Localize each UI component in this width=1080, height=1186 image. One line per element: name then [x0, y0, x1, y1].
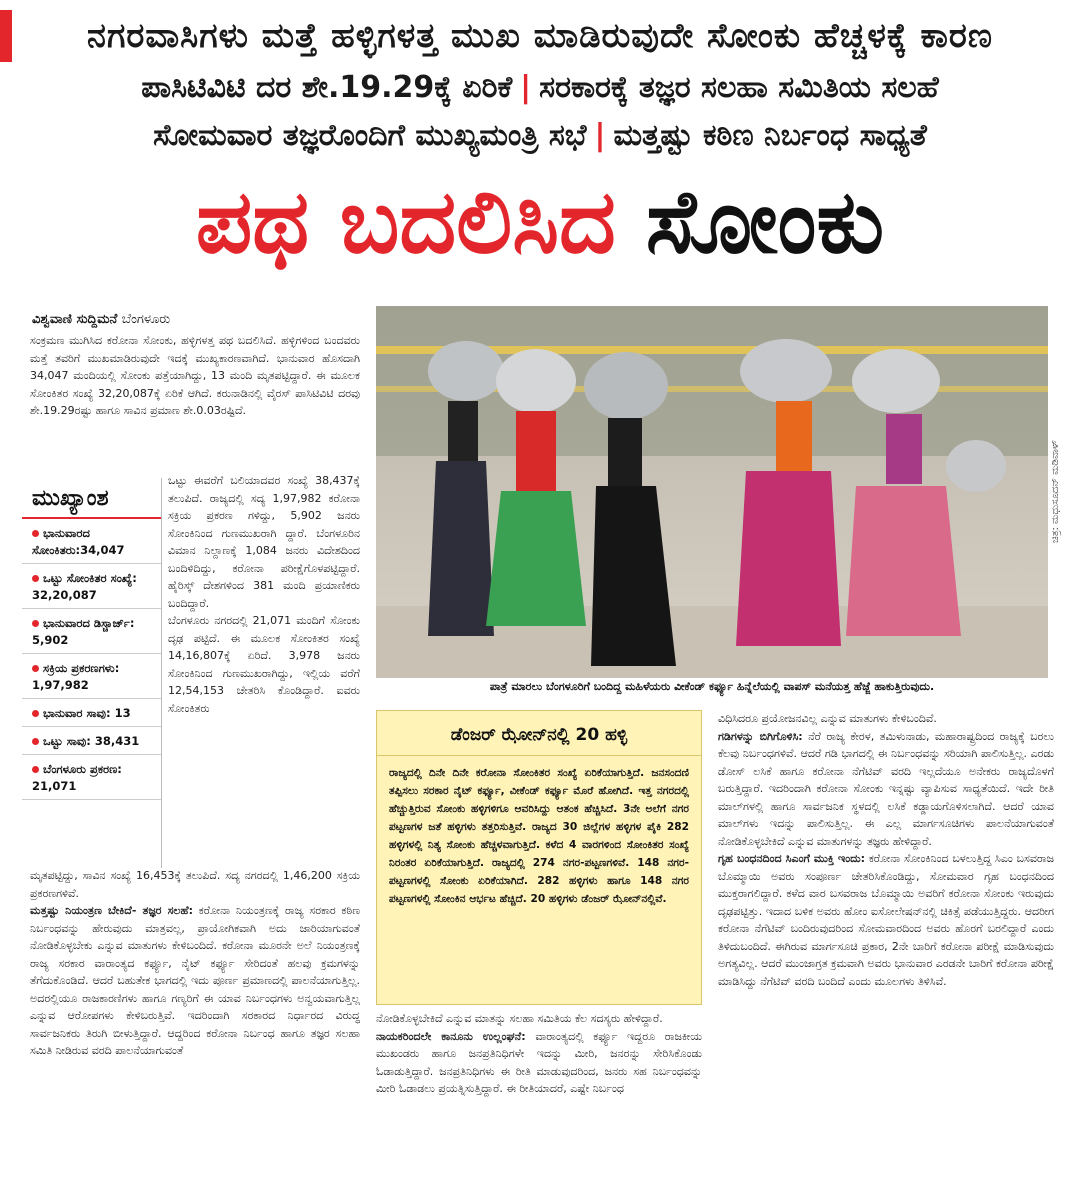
paragraph: ಬೆಂಗಳೂರು ನಗರದಲ್ಲಿ 21,071 ಮಂದಿಗೆ ಸೋಂಕು ದೃಢ ಪಟ್ಟಿದೆ. ಈ ಮೂಲಕ ಸೋಂಕಿತರ ಸಂಖ್ಯೆ 14,16,807ಕ್ಕೆ ಏರಿದೆ. 3,978 ಜನರು ಸೋಂಕಿನಿಂದ ಗುಣಮುಖರಾಗಿದ್ದು, ಇಲ್ಲಿಯ ವರೆಗೆ 12,54,153 ಚೇತರಿಸಿ ಕೊಂಡಿದ್ದಾರೆ. ಐವರು ಸೋಂಕಿತರು: [168, 614, 360, 715]
paragraph-text: ಕರೋನಾ ನಿಯಂತ್ರಣಕ್ಕೆ ರಾಜ್ಯ ಸರಕಾರ ಕಠಿಣ ನಿರ್ಬಂಧವನ್ನು ಹೇರುವುದು ಮಾತ್ರವಲ್ಲ, ಪ್ರಾಯೋಗಿಕವಾಗಿ ಅದು ಜಾರಿಯಾಗುವಂತೆ ನೋಡಿಕೊಳ್ಳಬೇಕು ಎನ್ನುವ ಮಾತುಗಳು ಕೇಳಿಬಂದಿದೆ. ಕರೋನಾ ಮೂರನೇ ಅಲೆ ನಿಯಂತ್ರಣಕ್ಕೆ ರಾಜ್ಯ ಸರಕಾರ ವಾರಾಂತ್ಯದ ಕರ್ಫ್ಯೂ, ನೈಟ್ ಕರ್ಫ್ಯೂ ಸೇರಿದಂತೆ ಹಲವು ಕ್ರಮಗಳನ್ನು ತೆಗೆದುಕೊಂಡಿದೆ. ಆದರೆ ಬಹುತೇಕ ಭಾಗದಲ್ಲಿ ಇದು ಪೂರ್ಣ ಪ್ರಮಾಣದಲ್ಲಿ ಪಾಲನೆಯಾಗುತ್ತಿಲ್ಲ. ಅದರಲ್ಲಿಯೂ ರಾಜಕಾರಣಿಗಳು ಹಾಗೂ ಗಣ್ಯರಿಗೆ ಈ ಯಾವ ನಿರ್ಬಂಧಗಳು ಅನ್ವಯವಾಗುತ್ತಿಲ್ಲ ಎನ್ನುವ ಆರೋಪಗಳು ಕೇಳಿಬರುತ್ತಿವೆ. ಇದರಿಂದಾಗಿ ಸರಕಾರದ ನಿರ್ಧಾರದ ವಿರುದ್ಧ ಸಾರ್ವಜನಿಕರು ತಿರುಗಿ ಬೀಳುತ್ತಿದ್ದಾರೆ. ಆದ್ದರಿಂದ ಕರೋನಾ ನಿರ್ಬಂಧ ಹಾಗೂ ತಜ್ಞರ ಸಲಹಾ ಸಮಿತಿ ನೀಡಿರುವ ವರದಿ ಪಾಲನೆಯಾಗುವಂತೆ: [30, 904, 360, 1057]
paragraph: ಸಂಕ್ರಮಣ ಮುಗಿಸಿದ ಕರೋನಾ ಸೋಂಕು, ಹಳ್ಳಿಗಳತ್ತ ಪಥ ಬದಲಿಸಿದೆ. ಹಳ್ಳಿಗಳಿಂದ ಬಂದವರು ಮತ್ತೆ ತವರಿಗೆ ಮುಖಮಾಡಿರುವುದೇ ಇದಕ್ಕೆ ಮುಖ್ಯಕಾರಣವಾಗಿದೆ. ಭಾನುವಾರ ಹೊಸದಾಗಿ 34,047 ಮಂದಿಯಲ್ಲಿ ಸೋಂಕು ಪತ್ತೆಯಾಗಿದ್ದು, 13 ಮಂದಿ ಮೃತಪಟ್ಟಿದ್ದಾರೆ. ಈ ಮೂಲಕ ಸೋಂಕಿತರ ಸಂಖ್ಯೆ 32,20,087ಕ್ಕೆ ಏರಿಕೆ ಆಗಿದೆ. ಕರುನಾಡಿನಲ್ಲಿ ವೈರಸ್ ಪಾಸಿಟಿವಿಟಿ ದರವು ಶೇ.19.29ರಷ್ಟು ಹಾಗೂ ಸಾವಿನ ಪ್ರಮಾಣ ಶೇ.0.03ರಷ್ಟಿದೆ.: [30, 334, 360, 417]
subhead: ಗೃಹ ಬಂಧನದಿಂದ ಸಿಎಂಗೆ ಮುಕ್ತಿ ಇಂದು:: [718, 852, 866, 865]
photo-credit: ಚಿತ್ರ: ಮಧುಸೂದನ್ ಮಡಿವಾಳ್: [1050, 440, 1061, 544]
byline-source: ವಿಶ್ವವಾಣಿ ಸುದ್ದಿಮನೆ: [32, 312, 118, 327]
subhead: ನಾಯಕರಿಂದಲೇ ಕಾನೂನು ಉಲ್ಲಂಘನೆ:: [376, 1029, 526, 1043]
highlight-item: [22, 727, 161, 755]
headline-red: ಪಥ ಬದಲಿಸಿದ: [195, 170, 616, 273]
paragraph: ಮೃತಪಟ್ಟಿದ್ದು, ಸಾವಿನ ಸಂಖ್ಯೆ 16,453ಕ್ಕೆ ತಲುಪಿದೆ. ಸದ್ಯ ನಗರದಲ್ಲಿ 1,46,200 ಸಕ್ರಿಯ ಪ್ರಕರಣಗಳಿವೆ.: [30, 869, 360, 900]
bullet-icon: [32, 766, 39, 773]
bullet-icon: [32, 665, 39, 672]
paragraph-text: ವಾರಾಂತ್ಯದಲ್ಲಿ ಕರ್ಫ್ಯೂ ಇದ್ದರೂ ರಾಜಕೀಯ ಮುಖಂಡರು ಹಾಗೂ ಜನಪ್ರತಿನಿಧಿಗಳೇ ಇದನ್ನು ಮೀರಿ, ಜನರನ್ನು ಸೇರಿಸಿಕೊಂಡು ಓಡಾಡುತ್ತಿದ್ದಾರೆ. ಜನಪ್ರತಿನಿಧಿಗಳು ಈ ರೀತಿ ಮಾಡುವುದರಿಂದ, ಜನರು ಸಹ ನಿರ್ಬಂಧವನ್ನು ಮೀರಿ ಓಡಾಡಲು ಪ್ರಯತ್ನಿಸುತ್ತಿದ್ದಾರೆ. ಈ ರೀತಿಯಾದರೆ, ಎಷ್ಟೇ ನಿರ್ಬಂಧ: [376, 1029, 702, 1095]
subhead: ಮತ್ತಷ್ಟು ನಿಯಂತ್ರಣ ಬೇಕಿದೆ- ತಜ್ಞರ ಸಲಹೆ:: [30, 904, 194, 917]
bullet-icon: [32, 575, 39, 582]
article-col3: [718, 710, 1054, 1170]
highlight-text: ಭಾನುವಾರದ ಸೋಂಕಿತರು:34,047: [32, 526, 125, 557]
highlight-text: ಬೆಂಗಳೂರು ಪ್ರಕರಣ: 21,071: [32, 762, 122, 793]
danger-zone-body: ರಾಜ್ಯದಲ್ಲಿ ದಿನೇ ದಿನೇ ಕರೋನಾ ಸೋಂಕಿತರ ಸಂಖ್ಯೆ ಏರಿಕೆಯಾಗುತ್ತಿದೆ. ಜನಸಂದಣಿ ತಪ್ಪಿಸಲು ಸರಕಾರ ನೈಟ್ ಕರ್ಫ್ಯೂ, ವೀಕೆಂಡ್ ಕರ್ಫ್ಯೂ ಮೊರೆ ಹೋಗಿದೆ. ಇತ್ತ ನಗರದಲ್ಲಿ ಹೆಚ್ಚುತ್ತಿರುವ ಸೋಂಕು ಹಳ್ಳಿಗಳಿಗೂ ಆವರಿಸಿದ್ದು ಆತಂಕ ಹೆಚ್ಚಿಸಿದೆ. 3ನೇ ಅಲೆಗೆ ನಗರ ಪಟ್ಟಣಗಳ ಜತೆ ಹಳ್ಳಿಗಳು ತತ್ತರಿಸುತ್ತಿವೆ. ರಾಜ್ಯದ 30 ಜಿಲ್ಲೆಗಳ ಹಳ್ಳಿಗಳ ಪೈಕಿ 282 ಹಳ್ಳಿಗಳಲ್ಲಿ ನಿತ್ಯ ಸೋಂಕು ಹೆಚ್ಚಳವಾಗುತ್ತಿದೆ. ಕಳೆದ 4 ವಾರಗಳಿಂದ ಸೋಂಕಿತರ ಸಂಖ್ಯೆ ನಿರಂತರ ಏರಿಕೆಯಾಗುತ್ತಿದೆ. ರಾಜ್ಯದಲ್ಲಿ 274 ನಗರ-ಪಟ್ಟಣಗಳಿವೆ. 148 ನಗರ- ಪಟ್ಟಣಗಳಲ್ಲಿ ಸೋಂಕು ಏರಿಕೆಯಾಗಿದೆ. 282 ಹಳ್ಳಿಗಳು ಹಾಗೂ 148 ನಗರ ಪಟ್ಟಣಗಳಲ್ಲಿ ಸೋಂಕಿನ ಆರ್ಭಟ ಹೆಚ್ಚಿದೆ. 20 ಹಳ್ಳಿಗಳು ಡೆಂಜರ್ ಝೋನ್‌ನಲ್ಲಿವೆ.: [389, 767, 689, 905]
kicker-line-2: [0, 70, 1080, 105]
highlight-text: ಒಟ್ಟು ಸೋಂಕಿತರ ಸಂಖ್ಯೆ: 32,20,087: [32, 571, 137, 602]
highlight-text: ಭಾನುವಾರದ ಡಿಸ್ಚಾರ್ಜ್: 5,902: [32, 616, 135, 647]
bullet-icon: [32, 620, 39, 627]
bullet-icon: [32, 710, 39, 717]
highlight-text: ಸಕ್ರಿಯ ಪ್ರಕರಣಗಳು: 1,97,982: [32, 661, 120, 692]
article-col2-bottom: [376, 1010, 702, 1170]
headline-black: ಸೋಂಕು: [645, 170, 885, 273]
women-carrying-vessels-illustration: [376, 306, 1048, 678]
paragraph: ನೋಡಿಕೊಳ್ಳಬೇಕಿದೆ ಎನ್ನುವ ಮಾತನ್ನು ಸಲಹಾ ಸಮಿತಿಯ ಕೆಲ ಸದಸ್ಯರು ಹೇಳಿದ್ದಾರೆ.: [376, 1012, 663, 1025]
highlights-title: ಮುಖ್ಯಾಂಶ: [22, 478, 161, 519]
highlight-item: [22, 699, 161, 727]
kicker-line-3b: ಮತ್ತಷ್ಟು ಕಠಿಣ ನಿರ್ಬಂಧ ಸಾಧ್ಯತೆ: [613, 118, 927, 153]
paragraph: [718, 728, 1054, 851]
news-photo: [376, 306, 1048, 678]
paragraph-text: ಕರೋನಾ ಸೋಂಕಿನಿಂದ ಬಳಲುತ್ತಿದ್ದ ಸಿಎಂ ಬಸವರಾಜ ಬೊಮ್ಮಾಯಿ ಅವರು ಸಂಪೂರ್ಣ ಚೇತರಿಸಿಕೊಂಡಿದ್ದು, ಸೋಮವಾರ ಗೃಹ ಬಂಧನದಿಂದ ಮುಕ್ತರಾಗಲಿದ್ದಾರೆ. ಕಳೆದ ವಾರ ಬಸವರಾಜ ಬೊಮ್ಮಾಯಿ ಅವರಿಗೆ ಕರೋನಾ ಸೋಂಕು ಇರುವುದು ದೃಢಪಟ್ಟಿತ್ತು. ಇದಾದ ಬಳಿಕ ಅವರು ಹೋಂ ಐಸೋಲೇಷನ್‌ನಲ್ಲಿ ಚಿಕಿತ್ಸೆ ಪಡೆಯುತ್ತಿದ್ದರು. ಆದರೀಗ ಕರೋನಾ ನೆಗೆಟಿವ್ ಬಂದಿರುವುದರಿಂದ ಸೋಮವಾರದಿಂದ ಅವರು ಹೊರಗೆ ಬರಲಿದ್ದಾರೆ ಎಂದು ತಿಳಿದುಬಂದಿದೆ. ಈಗಿರುವ ಮಾರ್ಗಸೂಚಿ ಪ್ರಕಾರ, 2ನೇ ಬಾರಿಗೆ ಕರೋನಾ ಪರೀಕ್ಷೆ ಮಾಡಿಸುವುದು ಅಗತ್ಯವಿಲ್ಲ. ಆದರೆ ಮುಂಜಾಗ್ರತ ಕ್ರಮವಾಗಿ ಅವರು ಭಾನುವಾರ ಎರಡನೇ ಬಾರಿಗೆ ಕರೋನಾ ಪರೀಕ್ಷೆ ಮಾಡಿಸಿದ್ದು ನೆಗೆಟಿವ್ ವರದಿ ಬಂದಿದೆ ಎಂದು ಮೂಲಗಳು ತಿಳಿಸಿವೆ.: [718, 852, 1054, 988]
byline-place: ಬೆಂಗಳೂರು: [121, 312, 171, 327]
byline: [32, 312, 170, 327]
highlight-item: [22, 654, 161, 699]
separator-bar: |: [520, 70, 532, 105]
kicker-line-2b: ಸರಕಾರಕ್ಕೆ ತಜ್ಞರ ಸಲಹಾ ಸಮಿತಿಯ ಸಲಹೆ: [539, 70, 939, 105]
kicker-line-2a: ಪಾಸಿಟಿವಿಟಿ ದರ ಶೇ.19.29ಕ್ಕೆ ಏರಿಕೆ: [141, 70, 513, 105]
bullet-icon: [32, 530, 39, 537]
paragraph: [376, 1028, 702, 1098]
highlight-item: [22, 609, 161, 654]
highlight-item: [22, 564, 161, 609]
kicker-line-3a: ಸೋಮವಾರ ತಜ್ಞರೊಂದಿಗೆ ಮುಖ್ಯಮಂತ್ರಿ ಸಭೆ: [153, 118, 587, 153]
paragraph-text: ನೆರೆ ರಾಜ್ಯ ಕೇರಳ, ತಮಿಳುನಾಡು, ಮಹಾರಾಷ್ಟ್ರದಿಂದ ರಾಜ್ಯಕ್ಕೆ ಬರಲು ಕೆಲವು ನಿರ್ಬಂಧಗಳಿವೆ. ಆದರೆ ಗಡಿ ಭಾಗದಲ್ಲಿ ಈ ನಿರ್ಬಂಧವನ್ನು ಸರಿಯಾಗಿ ಪಾಲಿಸುತ್ತಿಲ್ಲ. ಎರಡು ಡೋಸ್ ಲಸಿಕೆ ಹಾಗೂ ಕರೋನಾ ನೆಗೆಟಿವ್ ವರದಿ ಇಲ್ಲದೆಯೂ ಅನೇಕರು ರಾಜ್ಯದೊಳಗೆ ಬರುತ್ತಿದ್ದಾರೆ. ಇದರಿಂದಾಗಿ ಕರೋನಾ ಸೋಂಕು ಇನ್ನಷ್ಟು ವ್ಯಾಪಿಸುವ ಸಾಧ್ಯತೆಯಿದೆ. ಇದೇ ರೀತಿ ಮಾಲ್‌ಗಳಲ್ಲಿ ಹಾಗೂ ಸಾರ್ವಜನಿಕ ಸ್ಥಳದಲ್ಲಿ ಲಸಿಕೆ ಕಡ್ಡಾಯಗೊಳಿಸಲಾಗಿದೆ. ಆದರೆ ಯಾವ ಮಾಲ್‌ಗಳು ಇದನ್ನು ಪಾಲಿಸುತ್ತಿಲ್ಲ. ಈ ಎಲ್ಲ ಮಾರ್ಗಸೂಚಿಗಳು ಪಾಲನೆಯಾಗುವಂತೆ ನೋಡಿಕೊಳ್ಳಬೇಕಿದೆ ಎನ್ನುವ ಮಾತುಗಳನ್ನು ತಜ್ಞರು ಹೇಳಿದ್ದಾರೆ.: [718, 729, 1054, 848]
highlight-item: [22, 519, 161, 564]
highlight-item: [22, 755, 161, 800]
article-col1-bottom: [30, 867, 360, 1167]
headline: [0, 172, 1080, 272]
danger-zone-title: ಡೆಂಜರ್ ಝೋನ್‌ನಲ್ಲಿ 20 ಹಳ್ಳಿ: [377, 711, 701, 756]
kicker-line-3: [0, 118, 1080, 153]
subhead: ಗಡಿಗಳನ್ನು ಬಿಗಿಗೊಳಿಸಿ:: [718, 729, 803, 743]
paragraph: [718, 850, 1054, 990]
kicker-line-1: ನಗರವಾಸಿಗಳು ಮತ್ತೆ ಹಳ್ಳಿಗಳತ್ತ ಮುಖ ಮಾಡಿರುವುದೇ ಸೋಂಕು ಹೆಚ್ಚಳಕ್ಕೆ ಕಾರಣ: [87, 16, 993, 56]
paragraph: [30, 902, 360, 1060]
highlights-box: [22, 478, 162, 868]
paragraph: ವಿಧಿಸಿದರೂ ಪ್ರಯೋಜನವಿಲ್ಲ ಎನ್ನುವ ಮಾತುಗಳು ಕೇಳಿಬಂದಿವೆ.: [718, 712, 937, 725]
article-col1-mid: [168, 472, 360, 867]
article-col1-top: [30, 332, 360, 472]
paragraph: ಒಟ್ಟು ಈವರೆಗೆ ಬಲಿಯಾದವರ ಸಂಖ್ಯೆ 38,437ಕ್ಕೆ ತಲುಪಿದೆ. ರಾಜ್ಯದಲ್ಲಿ ಸದ್ಯ 1,97,982 ಕರೋನಾ ಸಕ್ರಿಯ ಪ್ರಕರಣ ಗಳಿದ್ದು, 5,902 ಜನರು ಸೋಂಕಿನಿಂದ ಗುಣಮುಖರಾಗಿ ದ್ದಾರೆ. ಬೆಂಗಳೂರಿನ ವಿಮಾನ ನಿಲ್ದಾಣಕ್ಕೆ 1,084 ಜನರು ವಿದೇಶದಿಂದ ಬಂದಿಳಿದಿದ್ದು, ಕರೋನಾ ಪರೀಕ್ಷೆಗೊಳಪಟ್ಟಿದ್ದಾರೆ. ಹೈರಿಸ್ಕ್ ದೇಶಗಳಿಂದ 381 ಮಂದಿ ಪ್ರಯಾಣಿಕರು ಬಂದಿದ್ದಾರೆ.: [168, 474, 360, 610]
highlight-text: ಭಾನುವಾರ ಸಾವು: 13: [43, 706, 131, 720]
separator-bar: |: [594, 118, 606, 153]
highlight-text: ಒಟ್ಟು ಸಾವು: 38,431: [43, 734, 140, 748]
photo-caption: ಪಾತ್ರೆ ಮಾರಲು ಬೆಂಗಳೂರಿಗೆ ಬಂದಿದ್ದ ಮಹಿಳೆಯರು ವೀಕೆಂಡ್ ಕರ್ಫ್ಯೂ ಹಿನ್ನೆಲೆಯಲ್ಲಿ ವಾಪಸ್ ಮನೆಯತ್ತ ಹೆಜ್ಜೆ ಹಾಕುತ್ತಿರುವುದು.: [489, 680, 935, 693]
bullet-icon: [32, 738, 39, 745]
danger-zone-box: [376, 710, 702, 1005]
